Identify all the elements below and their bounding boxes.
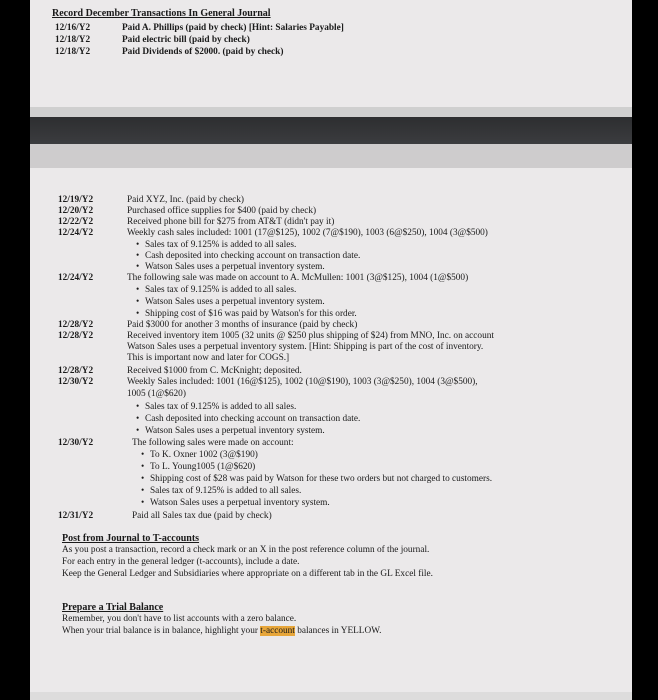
entry-date: 12/22/Y2 [58,217,94,227]
separator-band-light [30,107,632,117]
entry-text: This is important now and later for COGS.] [127,353,290,363]
entry-text: Paid $3000 for another 3 months of insurance (paid by check) [127,320,358,330]
separator-band-dark [30,117,632,144]
entry-text: Received $1000 from C. McKnight; deposited. [127,366,302,376]
bullet-item: • Sales tax of 9.125% is added to all sales. [145,240,296,250]
header-text: Paid electric bill (paid by check) [122,35,250,45]
entry-date: 12/30/Y2 [58,438,94,448]
entry-text: Paid XYZ, Inc. (paid by check) [127,195,244,205]
bullet-item: • To L. Young1005 (1@$620) [150,462,255,472]
bullet-item: • Sales tax of 9.125% is added to all sales. [150,486,301,496]
entry-date: 12/28/Y2 [58,320,94,330]
entry-text: Purchased office supplies for $400 (paid by check) [127,206,317,216]
entry-date: 12/24/Y2 [58,228,94,238]
entry-date: 12/20/Y2 [58,206,94,216]
bullet-item: • To K. Oxner 1002 (3@$190) [150,450,258,460]
bullet-item: • Cash deposited into checking account on transaction date. [145,414,360,424]
bullet-item: • Sales tax of 9.125% is added to all sales. [145,285,296,295]
entry-text: Weekly cash sales included: 1001 (17@$125), 1002 (7@$190), 1003 (6@$250), 1004 (3@$500) [127,228,488,238]
post-instruction: As you post a transaction, record a check mark or an X in the post reference column of the journal. [62,545,430,555]
trial-balance-heading: Prepare a Trial Balance [62,602,164,613]
header-text: Paid Dividends of $2000. (paid by check) [122,47,284,57]
trial-instruction: Remember, you don't have to list accounts with a zero balance. [62,614,297,624]
entry-date: 12/19/Y2 [58,195,94,205]
bullet-item: • Watson Sales uses a perpetual inventory system. [145,262,325,272]
highlighted-term: t-account [260,626,295,636]
post-section-heading: Post from Journal to T-accounts [62,533,200,544]
entry-date: 12/31/Y2 [58,511,94,521]
bullet-item: • Watson Sales uses a perpetual inventory system. [145,297,325,307]
entry-text: The following sale was made on account to A. McMullen: 1001 (3@$125), 1004 (1@$500) [127,273,469,283]
bullet-item: • Shipping cost of $28 was paid by Watson for these two orders but not charged to customers. [150,474,492,484]
entry-text: Weekly Sales included: 1001 (16@$125), 1002 (10@$190), 1003 (3@$250), 1004 (3@$500), [127,377,478,387]
entry-text: Received inventory item 1005 (32 units @ $250 plus shipping of $24) from MNO, Inc. on account [127,331,494,341]
header-date: 12/16/Y2 [55,23,91,33]
entry-text: Watson Sales uses a perpetual inventory system. [Hint: Shipping is part of the cost of inventory. [127,342,484,352]
entry-date: 12/28/Y2 [58,331,94,341]
entry-date: 12/24/Y2 [58,273,94,283]
bullet-item: • Sales tax of 9.125% is added to all sales. [145,402,296,412]
bullet-item: • Shipping cost of $16 was paid by Watson's for this order. [145,309,357,319]
header-date: 12/18/Y2 [55,35,91,45]
trial-text-pre: When your trial balance is in balance, highlight your [62,626,261,636]
entry-date: 12/28/Y2 [58,366,94,376]
entry-date: 12/30/Y2 [58,377,94,387]
post-instruction: For each entry in the general ledger (t-accounts), include a date. [62,557,300,567]
entry-text: The following sales were made on account: [132,438,294,448]
bullet-item: • Cash deposited into checking account on transaction date. [145,251,360,261]
post-instruction: Keep the General Ledger and Subsidiaries where appropriate on a different tab in the GL Excel file. [62,569,433,579]
journal-title: Record December Transactions In General Journal [52,8,271,19]
header-date: 12/18/Y2 [55,47,91,57]
bullet-item: • Watson Sales uses a perpetual inventory system. [150,498,330,508]
separator-band-mid [30,144,632,168]
trial-text-post: balances in YELLOW. [294,626,382,636]
bullet-item: • Watson Sales uses a perpetual inventory system. [145,426,325,436]
entry-text: Received phone bill for $275 from AT&T (didn't pay it) [127,217,335,227]
page-bottom-edge [30,692,632,700]
entry-text: Paid all Sales tax due (paid by check) [132,511,272,521]
header-text: Paid A. Phillips (paid by check) [Hint: Salaries Payable] [122,23,344,33]
entry-text: 1005 (1@$620) [127,389,186,399]
trial-instruction-highlight-line [62,626,381,636]
